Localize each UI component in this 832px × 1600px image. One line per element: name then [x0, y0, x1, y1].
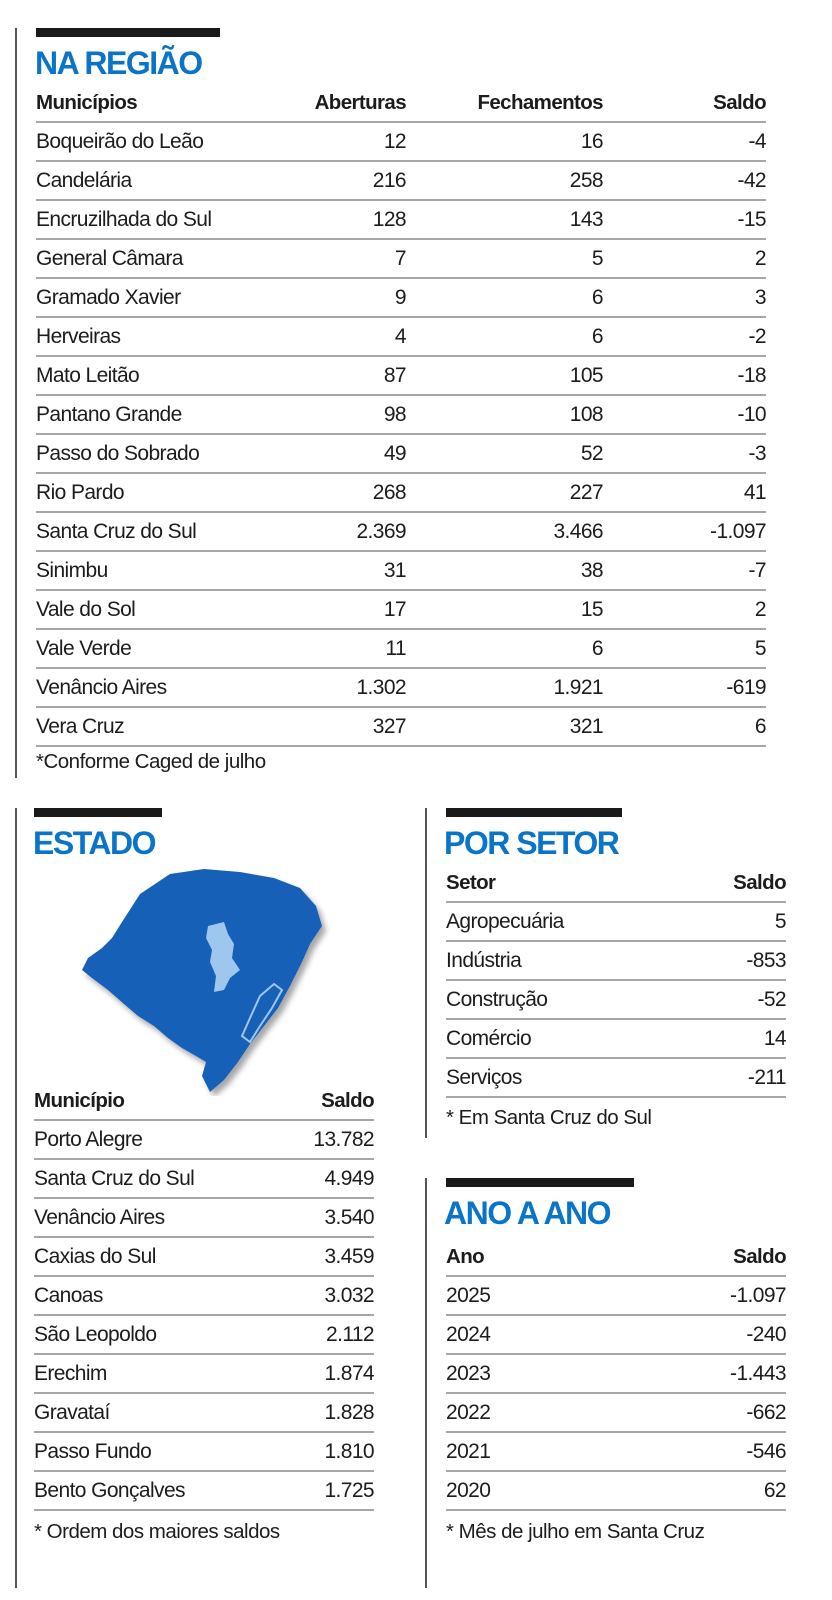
regiao-row	[36, 395, 766, 434]
regiao-cell: 2.369	[256, 512, 406, 551]
ano-col-ano: Ano	[446, 1238, 646, 1276]
regiao-cell: -2	[603, 317, 766, 356]
regiao-cell: Candelária	[36, 161, 256, 200]
estado-cell: 2.112	[254, 1315, 374, 1354]
setor-cell: Agropecuária	[446, 902, 666, 941]
setor-cell: Comércio	[446, 1019, 666, 1058]
regiao-cell: 105	[406, 356, 603, 395]
regiao-row	[36, 629, 766, 668]
regiao-cell: -10	[603, 395, 766, 434]
regiao-row	[36, 551, 766, 590]
setor-header-row	[446, 864, 786, 902]
regiao-col-municipios: Municípios	[36, 84, 256, 122]
estado-cell: 1.828	[254, 1393, 374, 1432]
estado-cell: 3.459	[254, 1237, 374, 1276]
ano-note: * Mês de julho em Santa Cruz	[446, 1520, 705, 1543]
ano-title-bar	[446, 1178, 634, 1187]
setor-row	[446, 1019, 786, 1058]
regiao-cell: 11	[256, 629, 406, 668]
regiao-row	[36, 200, 766, 239]
estado-cell: 3.032	[254, 1276, 374, 1315]
regiao-cell: 227	[406, 473, 603, 512]
ano-cell: 2020	[446, 1471, 646, 1510]
ano-header-row	[446, 1238, 786, 1276]
regiao-cell: -7	[603, 551, 766, 590]
regiao-cell: 321	[406, 707, 603, 746]
regiao-cell: 3	[603, 278, 766, 317]
estado-row	[34, 1315, 374, 1354]
regiao-cell: 2	[603, 239, 766, 278]
estado-cell: Bento Gonçalves	[34, 1471, 254, 1510]
setor-cell: Construção	[446, 980, 666, 1019]
estado-cell: 3.540	[254, 1198, 374, 1237]
regiao-cell: 6	[406, 317, 603, 356]
regiao-cell: -18	[603, 356, 766, 395]
estado-row	[34, 1432, 374, 1471]
regiao-cell: 6	[603, 707, 766, 746]
regiao-row	[36, 668, 766, 707]
estado-cell: Passo Fundo	[34, 1432, 254, 1471]
regiao-cell: 1.921	[406, 668, 603, 707]
estado-cell: Venâncio Aires	[34, 1198, 254, 1237]
regiao-cell: 143	[406, 200, 603, 239]
middle-rule-top	[425, 808, 427, 1138]
regiao-cell: Sinimbu	[36, 551, 256, 590]
regiao-cell: 17	[256, 590, 406, 629]
ano-table	[446, 1238, 786, 1511]
setor-cell: Serviços	[446, 1058, 666, 1097]
ano-cell: 2021	[446, 1432, 646, 1471]
estado-cell: 1.725	[254, 1471, 374, 1510]
setor-cell: -211	[666, 1058, 786, 1097]
regiao-cell: Mato Leitão	[36, 356, 256, 395]
estado-note: * Ordem dos maiores saldos	[34, 1520, 280, 1543]
ano-row	[446, 1393, 786, 1432]
regiao-cell: 216	[256, 161, 406, 200]
regiao-cell: Vale Verde	[36, 629, 256, 668]
setor-cell: 5	[666, 902, 786, 941]
setor-row	[446, 1058, 786, 1097]
regiao-cell: 108	[406, 395, 603, 434]
estado-cell: 1.810	[254, 1432, 374, 1471]
regiao-cell: 16	[406, 122, 603, 161]
ano-cell: -240	[646, 1315, 786, 1354]
regiao-row	[36, 512, 766, 551]
setor-row	[446, 902, 786, 941]
regiao-cell: 52	[406, 434, 603, 473]
setor-table	[446, 864, 786, 1098]
regiao-cell: 15	[406, 590, 603, 629]
regiao-cell: Vale do Sol	[36, 590, 256, 629]
regiao-row	[36, 317, 766, 356]
regiao-cell: Boqueirão do Leão	[36, 122, 256, 161]
regiao-cell: -619	[603, 668, 766, 707]
regiao-col-fechamentos: Fechamentos	[406, 84, 603, 122]
setor-row	[446, 941, 786, 980]
regiao-cell: Rio Pardo	[36, 473, 256, 512]
regiao-cell: 5	[603, 629, 766, 668]
regiao-cell: 4	[256, 317, 406, 356]
estado-row	[34, 1393, 374, 1432]
regiao-cell: -1.097	[603, 512, 766, 551]
ano-cell: 2022	[446, 1393, 646, 1432]
regiao-row	[36, 278, 766, 317]
setor-cell: Indústria	[446, 941, 666, 980]
regiao-cell: 38	[406, 551, 603, 590]
setor-cell: 14	[666, 1019, 786, 1058]
setor-note: * Em Santa Cruz do Sul	[446, 1106, 652, 1129]
regiao-row	[36, 122, 766, 161]
regiao-cell: 98	[256, 395, 406, 434]
estado-cell: Gravataí	[34, 1393, 254, 1432]
regiao-col-saldo: Saldo	[603, 84, 766, 122]
regiao-cell: 6	[406, 629, 603, 668]
regiao-row	[36, 239, 766, 278]
regiao-cell: Passo do Sobrado	[36, 434, 256, 473]
estado-title-bar	[34, 808, 162, 817]
regiao-cell: 7	[256, 239, 406, 278]
estado-row	[34, 1276, 374, 1315]
estado-cell: Porto Alegre	[34, 1120, 254, 1159]
regiao-col-aberturas: Aberturas	[256, 84, 406, 122]
ano-row	[446, 1315, 786, 1354]
regiao-note: *Conforme Caged de julho	[36, 750, 266, 773]
estado-col-saldo: Saldo	[254, 1082, 374, 1120]
regiao-cell: 31	[256, 551, 406, 590]
regiao-row	[36, 356, 766, 395]
regiao-cell: 128	[256, 200, 406, 239]
state-shape	[82, 869, 322, 1092]
regiao-row	[36, 590, 766, 629]
setor-col-saldo: Saldo	[666, 864, 786, 902]
regiao-cell: 1.302	[256, 668, 406, 707]
regiao-cell: Herveiras	[36, 317, 256, 356]
estado-header-row	[34, 1082, 374, 1120]
estado-row	[34, 1354, 374, 1393]
ano-cell: 2023	[446, 1354, 646, 1393]
regiao-cell: 3.466	[406, 512, 603, 551]
regiao-row	[36, 707, 766, 746]
estado-row	[34, 1471, 374, 1510]
ano-row	[446, 1432, 786, 1471]
regiao-cell: 41	[603, 473, 766, 512]
estado-row	[34, 1120, 374, 1159]
regiao-cell: 258	[406, 161, 603, 200]
estado-col-municipio: Município	[34, 1082, 254, 1120]
regiao-cell: Venâncio Aires	[36, 668, 256, 707]
regiao-cell: 327	[256, 707, 406, 746]
setor-cell: -52	[666, 980, 786, 1019]
regiao-cell: 5	[406, 239, 603, 278]
ano-cell: 2025	[446, 1276, 646, 1315]
estado-row	[34, 1159, 374, 1198]
regiao-cell: Encruzilhada do Sul	[36, 200, 256, 239]
regiao-cell: 12	[256, 122, 406, 161]
ano-cell: -662	[646, 1393, 786, 1432]
ano-row	[446, 1354, 786, 1393]
estado-cell: São Leopoldo	[34, 1315, 254, 1354]
regiao-cell: Vera Cruz	[36, 707, 256, 746]
ano-row	[446, 1471, 786, 1510]
regiao-cell: Gramado Xavier	[36, 278, 256, 317]
ano-cell: 62	[646, 1471, 786, 1510]
ano-cell: -1.443	[646, 1354, 786, 1393]
regiao-cell: -3	[603, 434, 766, 473]
setor-title: POR SETOR	[444, 825, 619, 861]
left-rule-top	[15, 28, 17, 778]
regiao-row	[36, 434, 766, 473]
regiao-row	[36, 161, 766, 200]
rio-grande-do-sul-map	[78, 866, 340, 1096]
regiao-cell: -4	[603, 122, 766, 161]
estado-cell: Canoas	[34, 1276, 254, 1315]
regiao-cell: 87	[256, 356, 406, 395]
estado-cell: 4.949	[254, 1159, 374, 1198]
middle-rule-bottom	[425, 1178, 427, 1588]
regiao-cell: 268	[256, 473, 406, 512]
regiao-cell: Pantano Grande	[36, 395, 256, 434]
regiao-cell: -15	[603, 200, 766, 239]
estado-cell: 1.874	[254, 1354, 374, 1393]
regiao-title: NA REGIÃO	[35, 45, 202, 81]
regiao-header-row	[36, 84, 766, 122]
ano-title: ANO A ANO	[444, 1195, 611, 1231]
ano-cell: -546	[646, 1432, 786, 1471]
regiao-cell: -42	[603, 161, 766, 200]
setor-row	[446, 980, 786, 1019]
ano-col-saldo: Saldo	[646, 1238, 786, 1276]
setor-col-setor: Setor	[446, 864, 666, 902]
regiao-cell: 2	[603, 590, 766, 629]
ano-cell: 2024	[446, 1315, 646, 1354]
regiao-cell: General Câmara	[36, 239, 256, 278]
estado-cell: 13.782	[254, 1120, 374, 1159]
ano-row	[446, 1276, 786, 1315]
regiao-cell: 49	[256, 434, 406, 473]
left-rule-bottom	[15, 808, 17, 1588]
estado-cell: Santa Cruz do Sul	[34, 1159, 254, 1198]
regiao-cell: 6	[406, 278, 603, 317]
regiao-table	[36, 84, 766, 747]
estado-title: ESTADO	[33, 825, 155, 861]
estado-row	[34, 1237, 374, 1276]
regiao-cell: Santa Cruz do Sul	[36, 512, 256, 551]
estado-cell: Caxias do Sul	[34, 1237, 254, 1276]
estado-row	[34, 1198, 374, 1237]
regiao-row	[36, 473, 766, 512]
regiao-cell: 9	[256, 278, 406, 317]
regiao-title-bar	[36, 28, 220, 37]
estado-cell: Erechim	[34, 1354, 254, 1393]
setor-cell: -853	[666, 941, 786, 980]
setor-title-bar	[446, 808, 622, 817]
estado-table	[34, 1082, 374, 1511]
ano-cell: -1.097	[646, 1276, 786, 1315]
